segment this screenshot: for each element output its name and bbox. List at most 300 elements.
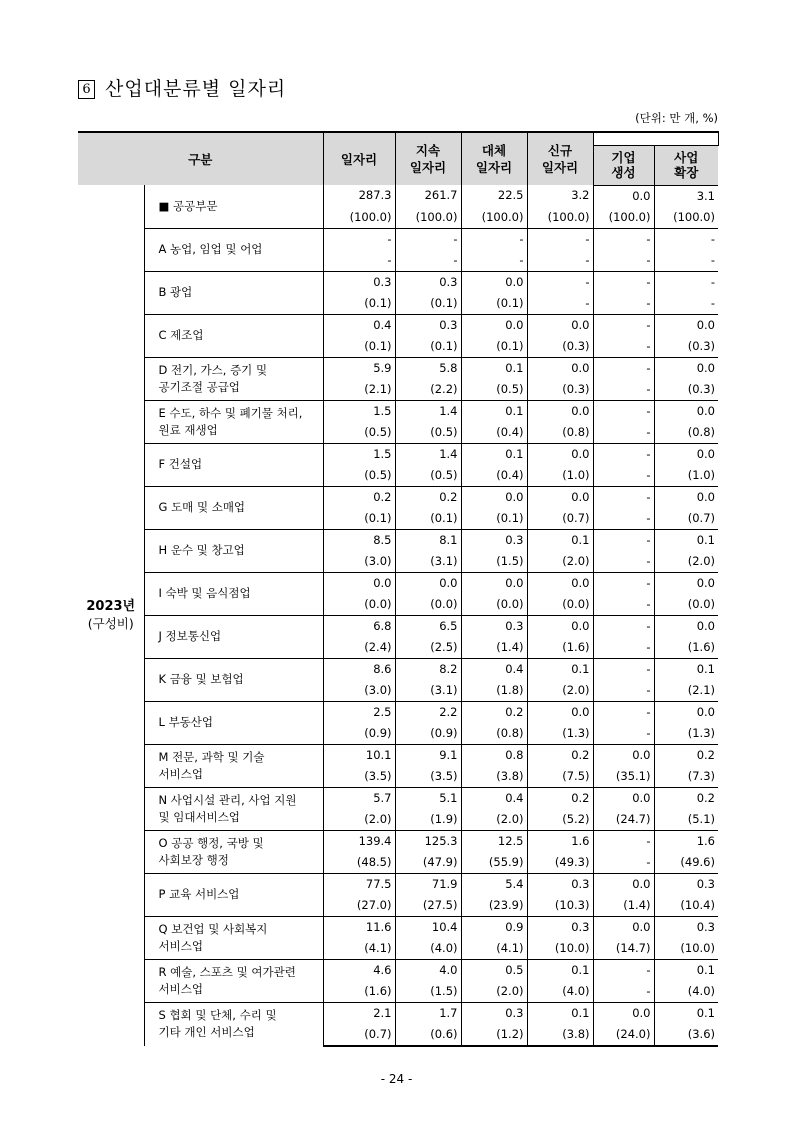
value-replaced: 0.1	[461, 400, 527, 422]
share-biz-create: (100.0)	[593, 207, 654, 229]
value-biz-expand: 0.0	[654, 572, 718, 594]
share-sustained: (3.5)	[395, 766, 461, 788]
industry-label-line: G 도매 및 소매업	[158, 500, 246, 514]
value-biz-expand: 3.1	[696, 188, 715, 203]
value-new: 0.0	[527, 357, 593, 379]
industry-label-line: 공기조절 공급업	[158, 379, 240, 394]
share-new: (10.0)	[527, 938, 593, 960]
value-jobs: 10.1	[323, 744, 395, 766]
value-biz-expand: 0.0	[654, 701, 718, 723]
industry-label-line: 서비스업	[158, 981, 203, 996]
industry-label-line: 기타 개인 서비스업	[158, 1025, 255, 1039]
table-row	[78, 787, 718, 809]
share-new: (0.8)	[527, 422, 593, 444]
year-cell	[78, 185, 144, 1046]
share-replaced: (1.4)	[461, 637, 527, 659]
share-sustained: (2.2)	[395, 379, 461, 401]
industry-label-line: R 예술, 스포츠 및 여가관련	[158, 964, 296, 979]
share-biz-expand: (10.4)	[680, 897, 715, 912]
industry-label	[144, 357, 323, 400]
industry-label-line: ■ 공공부문	[158, 198, 218, 213]
value-biz-create: -	[593, 701, 654, 723]
share-new: -	[527, 293, 593, 315]
value-biz-expand: 0.1	[654, 959, 718, 981]
value-biz-expand: -	[654, 271, 718, 293]
share-biz-expand: (0.3)	[687, 381, 715, 396]
share-biz-create: -	[593, 981, 654, 1003]
value-sustained: 0.3	[395, 314, 461, 336]
value-replaced: 0.0	[461, 572, 527, 594]
share-jobs: (1.6)	[323, 981, 395, 1003]
industry-label	[144, 615, 323, 658]
share-new: (2.0)	[527, 551, 593, 573]
value-biz-expand: 0.3	[654, 916, 718, 938]
value-biz-expand: 0.0	[654, 314, 718, 336]
page-number: - 24 -	[380, 1072, 413, 1086]
industry-label	[144, 443, 323, 486]
share-sustained: (100.0)	[395, 207, 461, 229]
share-new: (1.6)	[527, 637, 593, 659]
value-sustained: 261.7	[395, 185, 461, 207]
industry-label	[144, 873, 323, 916]
share-biz-expand: (10.0)	[680, 940, 715, 955]
value-biz-create: -	[593, 529, 654, 551]
header-new-line2: 일자리	[541, 160, 579, 175]
share-replaced: (0.0)	[461, 594, 527, 616]
share-jobs: (2.1)	[323, 379, 395, 401]
section-number: 6	[78, 80, 95, 99]
share-biz-expand: (2.1)	[687, 682, 715, 697]
value-new: 0.0	[527, 400, 593, 422]
value-jobs: 8.5	[323, 529, 395, 551]
value-biz-create: 0.0	[593, 873, 654, 895]
industry-label-line: I 숙박 및 음식점업	[158, 586, 251, 600]
header-category: 구분	[78, 132, 323, 185]
value-sustained: 125.3	[395, 830, 461, 852]
share-jobs: (0.7)	[323, 1024, 395, 1046]
share-sustained: (47.9)	[395, 852, 461, 874]
industry-label	[144, 486, 323, 529]
share-replaced: (1.5)	[461, 551, 527, 573]
industry-label	[144, 314, 323, 357]
share-replaced: (23.9)	[461, 895, 527, 917]
value-jobs: 8.6	[323, 658, 395, 680]
value-sustained: 71.9	[395, 873, 461, 895]
value-new: 0.1	[527, 658, 593, 680]
share-jobs: (0.5)	[323, 465, 395, 487]
value-new: 0.1	[527, 959, 593, 981]
share-jobs: (0.1)	[323, 293, 395, 315]
value-new: 0.2	[527, 787, 593, 809]
section-title-text: 산업대분류별 일자리	[105, 78, 287, 100]
share-biz-create: (24.0)	[593, 1024, 654, 1046]
share-biz-create: -	[593, 508, 654, 530]
industry-label	[144, 787, 323, 830]
value-biz-expand: 0.0	[654, 400, 718, 422]
value-replaced: 0.4	[461, 787, 527, 809]
industry-label-line: L 부동산업	[158, 715, 213, 729]
share-jobs: (100.0)	[323, 207, 395, 229]
industry-label-line: A 농업, 임업 및 어업	[158, 242, 263, 256]
value-jobs: 77.5	[323, 873, 395, 895]
industry-label	[144, 701, 323, 744]
header-sustained	[395, 132, 461, 185]
value-replaced: 0.8	[461, 744, 527, 766]
value-replaced: 0.0	[461, 271, 527, 293]
value-sustained: 8.1	[395, 529, 461, 551]
table-row	[78, 572, 718, 594]
share-sustained: (1.9)	[395, 809, 461, 831]
value-biz-create: 0.0	[593, 185, 654, 207]
share-new: (10.3)	[527, 895, 593, 917]
industry-label-line: E 수도, 하수 및 폐기물 처리,	[158, 405, 303, 420]
share-jobs: (27.0)	[323, 895, 395, 917]
share-new: (0.3)	[527, 379, 593, 401]
value-replaced: 0.3	[461, 529, 527, 551]
share-sustained: (3.1)	[395, 680, 461, 702]
value-new: 0.1	[527, 529, 593, 551]
table-row	[78, 916, 718, 938]
share-biz-expand: (0.8)	[687, 424, 715, 439]
value-jobs: 0.2	[323, 486, 395, 508]
share-sustained: (0.6)	[395, 1024, 461, 1046]
value-jobs: 6.8	[323, 615, 395, 637]
header-new-line1: 신규	[547, 143, 573, 158]
share-new: (4.0)	[527, 981, 593, 1003]
unit-note: (단위: 만 개, %)	[635, 111, 718, 125]
value-sustained: -	[395, 228, 461, 250]
share-biz-expand: (5.1)	[687, 811, 715, 826]
header-biz-create-line1: 기업	[611, 150, 636, 166]
value-biz-create: -	[593, 572, 654, 594]
table-row	[78, 271, 718, 293]
share-new: (0.7)	[527, 508, 593, 530]
section-title	[78, 74, 286, 101]
share-biz-create: -	[593, 551, 654, 573]
industry-jobs-table	[78, 131, 719, 1047]
share-biz-expand: -	[710, 295, 715, 310]
share-biz-create: -	[593, 336, 654, 358]
header-replaced	[461, 132, 527, 185]
table-row	[78, 658, 718, 680]
share-biz-expand: (4.0)	[687, 983, 715, 998]
table-row	[78, 529, 718, 551]
table-row	[78, 873, 718, 895]
value-sustained: 2.2	[395, 701, 461, 723]
table-row	[78, 400, 718, 422]
industry-label	[144, 916, 323, 959]
share-biz-expand: (3.6)	[654, 1024, 718, 1046]
share-biz-create: -	[593, 852, 654, 874]
value-biz-create: -	[593, 830, 654, 852]
industry-label-line: F 건설업	[158, 457, 203, 471]
share-jobs: (0.1)	[323, 508, 395, 530]
table-row	[78, 185, 718, 207]
industry-label-line: M 전문, 과학 및 기술	[158, 749, 265, 764]
value-replaced: 0.1	[461, 443, 527, 465]
table-row	[78, 228, 718, 250]
industry-label-line: 서비스업	[158, 766, 203, 781]
industry-label-line: P 교육 서비스업	[158, 887, 240, 901]
share-replaced: (1.8)	[461, 680, 527, 702]
share-new: (1.0)	[527, 465, 593, 487]
industry-label	[144, 1002, 323, 1046]
share-sustained: (0.1)	[395, 293, 461, 315]
value-replaced: 0.2	[461, 701, 527, 723]
value-jobs: 11.6	[323, 916, 395, 938]
value-biz-expand: 0.2	[654, 787, 718, 809]
industry-label	[144, 400, 323, 443]
share-replaced: (100.0)	[461, 207, 527, 229]
share-biz-create: -	[593, 637, 654, 659]
value-replaced: 0.3	[461, 615, 527, 637]
share-biz-expand: (1.3)	[687, 725, 715, 740]
header-biz-expand	[654, 146, 718, 185]
share-jobs: (2.0)	[323, 809, 395, 831]
share-jobs: (0.5)	[323, 422, 395, 444]
share-replaced: (0.4)	[461, 465, 527, 487]
value-sustained: 9.1	[395, 744, 461, 766]
share-new: (5.2)	[527, 809, 593, 831]
value-replaced: 0.3	[461, 1002, 527, 1024]
value-sustained: 5.8	[395, 357, 461, 379]
value-biz-expand: 0.3	[654, 873, 718, 895]
industry-label	[144, 959, 323, 1002]
value-new: 0.0	[527, 443, 593, 465]
share-biz-create: -	[593, 379, 654, 401]
value-biz-create: 0.0	[593, 916, 654, 938]
share-sustained: -	[395, 250, 461, 272]
value-biz-create: -	[593, 314, 654, 336]
year-sublabel: (구성비)	[87, 615, 134, 631]
share-sustained: (3.1)	[395, 551, 461, 573]
share-biz-create: -	[593, 723, 654, 745]
value-replaced: -	[461, 228, 527, 250]
value-sustained: 4.0	[395, 959, 461, 981]
value-sustained: 1.4	[395, 400, 461, 422]
value-sustained: 8.2	[395, 658, 461, 680]
industry-label	[144, 271, 323, 314]
share-biz-create: -	[593, 594, 654, 616]
value-biz-expand: 1.6	[654, 830, 718, 852]
value-new: 0.3	[527, 916, 593, 938]
value-replaced: 0.0	[461, 486, 527, 508]
value-sustained: 5.1	[395, 787, 461, 809]
share-biz-expand: (1.0)	[687, 467, 715, 482]
share-new: (1.3)	[527, 723, 593, 745]
share-sustained: (0.1)	[395, 336, 461, 358]
value-biz-expand: 0.0	[654, 443, 718, 465]
value-new: 0.0	[527, 615, 593, 637]
share-biz-expand: (100.0)	[673, 209, 715, 224]
share-replaced: (0.1)	[461, 336, 527, 358]
share-sustained: (4.0)	[395, 938, 461, 960]
share-jobs: (0.9)	[323, 723, 395, 745]
table-row	[78, 959, 718, 981]
share-biz-expand: (2.0)	[687, 553, 715, 568]
header-jobs: 일자리	[323, 132, 395, 185]
share-jobs: (2.4)	[323, 637, 395, 659]
share-new: (3.8)	[527, 1024, 593, 1046]
share-sustained: (27.5)	[395, 895, 461, 917]
share-replaced: (2.0)	[461, 809, 527, 831]
industry-label-line: K 금융 및 보험업	[158, 672, 244, 686]
value-new: 0.0	[527, 314, 593, 336]
industry-label-line: O 공공 행정, 국방 및	[158, 835, 264, 850]
share-new: (100.0)	[527, 207, 593, 229]
value-replaced: 0.0	[461, 314, 527, 336]
header-new	[527, 132, 593, 185]
value-biz-expand: 0.1	[654, 658, 718, 680]
value-biz-expand: 0.0	[654, 486, 718, 508]
industry-label-line: D 전기, 가스, 증기 및	[158, 362, 268, 377]
value-jobs: 139.4	[323, 830, 395, 852]
share-jobs: (3.0)	[323, 680, 395, 702]
share-replaced: (3.8)	[461, 766, 527, 788]
share-new: (0.0)	[527, 594, 593, 616]
industry-label-line: S 협회 및 단체, 수리 및	[158, 1008, 277, 1022]
value-jobs: 5.7	[323, 787, 395, 809]
header-sustained-line1: 지속	[415, 143, 441, 158]
value-sustained: 1.4	[395, 443, 461, 465]
industry-label	[144, 228, 323, 271]
industry-label-line: 서비스업	[158, 938, 203, 953]
value-biz-create: -	[593, 959, 654, 981]
share-sustained: (0.9)	[395, 723, 461, 745]
header-biz-create	[593, 146, 654, 185]
share-replaced: (2.0)	[461, 981, 527, 1003]
share-biz-create: -	[593, 293, 654, 315]
share-jobs: (0.0)	[323, 594, 395, 616]
share-replaced: (4.1)	[461, 938, 527, 960]
industry-label	[144, 185, 323, 228]
value-replaced: 12.5	[461, 830, 527, 852]
value-biz-expand: -	[654, 228, 718, 250]
value-jobs: 1.5	[323, 443, 395, 465]
industry-label	[144, 830, 323, 873]
table-row	[78, 701, 718, 723]
share-biz-expand: (0.7)	[687, 510, 715, 525]
industry-label	[144, 658, 323, 701]
header-sustained-line2: 일자리	[409, 160, 447, 175]
share-sustained: (0.0)	[395, 594, 461, 616]
industry-label	[144, 572, 323, 615]
value-biz-create: -	[593, 658, 654, 680]
value-biz-create: -	[593, 443, 654, 465]
industry-label-line: Q 보건업 및 사회복지	[158, 921, 268, 936]
header-new-breakdown-spacer	[593, 132, 718, 146]
value-replaced: 0.4	[461, 658, 527, 680]
industry-label-line: J 정보통신업	[158, 629, 222, 643]
share-jobs: -	[323, 250, 395, 272]
share-biz-create: -	[593, 250, 654, 272]
share-biz-create: (1.4)	[593, 895, 654, 917]
value-jobs: 5.9	[323, 357, 395, 379]
share-replaced: (0.8)	[461, 723, 527, 745]
value-biz-create: -	[593, 228, 654, 250]
value-jobs: -	[323, 228, 395, 250]
table-row	[78, 744, 718, 766]
value-sustained: 6.5	[395, 615, 461, 637]
value-biz-expand: 0.1	[654, 529, 718, 551]
industry-label-line: C 제조업	[158, 328, 204, 342]
share-biz-expand: -	[710, 252, 715, 267]
value-biz-create: -	[593, 486, 654, 508]
share-replaced: -	[461, 250, 527, 272]
header-biz-expand-line1: 사업	[674, 150, 699, 166]
share-jobs: (0.1)	[323, 336, 395, 358]
share-jobs: (4.1)	[323, 938, 395, 960]
value-replaced: 0.1	[461, 357, 527, 379]
table-row	[78, 486, 718, 508]
header-replaced-line2: 일자리	[475, 160, 513, 175]
share-biz-create: (35.1)	[593, 766, 654, 788]
share-jobs: (3.5)	[323, 766, 395, 788]
header-replaced-line1: 대체	[481, 143, 507, 158]
value-new: 0.0	[527, 486, 593, 508]
value-biz-create: 0.0	[593, 787, 654, 809]
value-new: 0.3	[527, 873, 593, 895]
value-new: 0.0	[527, 572, 593, 594]
share-new: (0.3)	[527, 336, 593, 358]
value-biz-expand: 0.0	[654, 615, 718, 637]
year-label: 2023년	[86, 599, 136, 615]
value-replaced: 0.5	[461, 959, 527, 981]
value-replaced: 22.5	[461, 185, 527, 207]
value-jobs: 287.3	[323, 185, 395, 207]
share-biz-create: -	[593, 422, 654, 444]
share-replaced: (1.2)	[461, 1024, 527, 1046]
value-biz-expand: 0.2	[654, 744, 718, 766]
share-sustained: (0.5)	[395, 465, 461, 487]
share-replaced: (0.5)	[461, 379, 527, 401]
value-jobs: 2.1	[323, 1002, 395, 1024]
table-row	[78, 314, 718, 336]
share-new: (7.5)	[527, 766, 593, 788]
share-sustained: (2.5)	[395, 637, 461, 659]
value-jobs: 0.4	[323, 314, 395, 336]
share-biz-expand: (0.0)	[687, 596, 715, 611]
value-new: 3.2	[527, 185, 593, 207]
industry-label-line: N 사업시설 관리, 사업 지원	[158, 792, 297, 807]
header-biz-expand-line2: 확장	[674, 165, 699, 181]
value-jobs: 0.3	[323, 271, 395, 293]
value-biz-create: 0.0	[593, 744, 654, 766]
value-replaced: 5.4	[461, 873, 527, 895]
value-biz-create: 0.0	[593, 1002, 654, 1024]
industry-label	[144, 744, 323, 787]
share-biz-expand: (7.3)	[687, 768, 715, 783]
industry-label	[144, 529, 323, 572]
industry-label-line: 및 임대서비스업	[158, 809, 240, 824]
share-replaced: (0.1)	[461, 508, 527, 530]
value-replaced: 0.9	[461, 916, 527, 938]
value-new: 0.1	[527, 1002, 593, 1024]
share-biz-expand: (49.6)	[680, 854, 715, 869]
value-biz-expand: 0.0	[654, 357, 718, 379]
value-jobs: 0.0	[323, 572, 395, 594]
share-biz-expand: (0.3)	[687, 338, 715, 353]
share-biz-create: -	[593, 465, 654, 487]
share-biz-create: -	[593, 680, 654, 702]
share-replaced: (0.1)	[461, 293, 527, 315]
table-row	[78, 443, 718, 465]
value-jobs: 4.6	[323, 959, 395, 981]
share-biz-expand: (1.6)	[687, 639, 715, 654]
share-replaced: (55.9)	[461, 852, 527, 874]
value-sustained: 0.3	[395, 271, 461, 293]
industry-label-line: 원료 재생업	[158, 422, 218, 437]
